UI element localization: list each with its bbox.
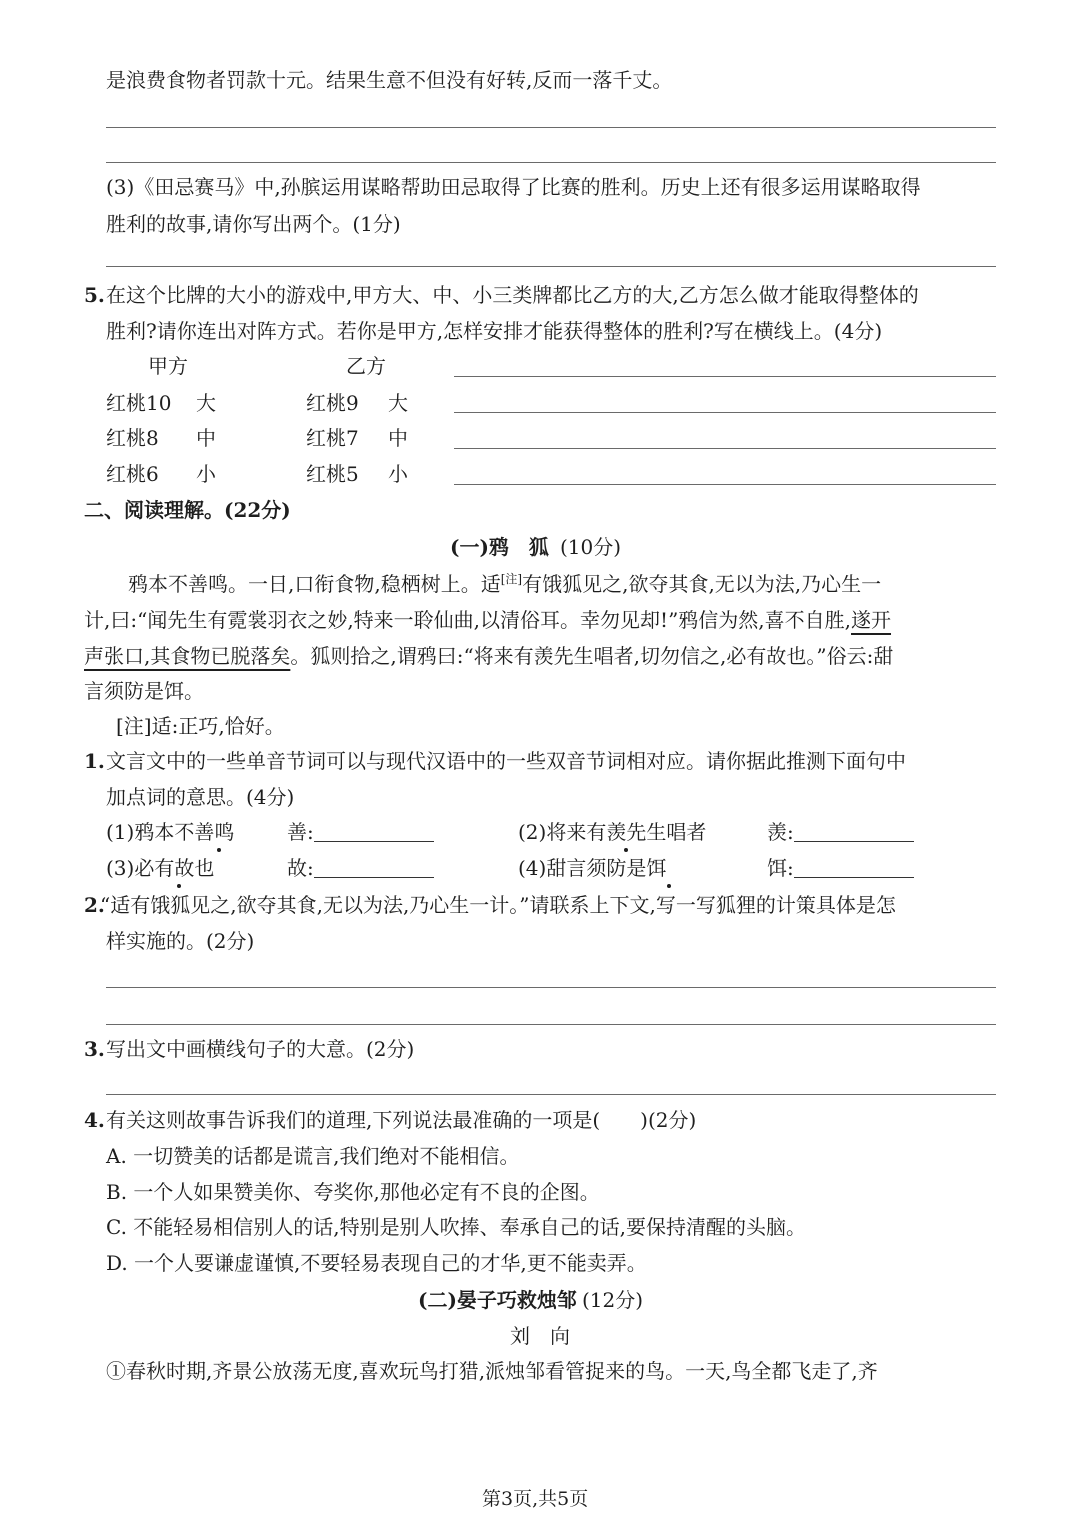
answer-line (106, 1024, 996, 1025)
fill-blank[interactable] (314, 823, 434, 842)
q5-text-line1: 在这个比牌的大小的游戏中,甲方大、中、小三类牌都比乙方的大,乙方怎么做才能取得整体的 (106, 283, 919, 307)
q5-number: 5. (84, 283, 105, 307)
q1-item-word: 饵: (767, 858, 914, 878)
q4-option-d[interactable]: D. 一个人要谦虚谨慎,不要轻易表现自己的才华,更不能卖弄。 (106, 1251, 647, 1275)
q4-option-a[interactable]: A. 一切赞美的话都是谎言,我们绝对不能相信。 (106, 1144, 520, 1168)
party-a-heading: 甲方 (148, 354, 188, 378)
underlined-sentence: 遂开 (851, 608, 892, 632)
q5-answer-line (454, 484, 996, 485)
q1-text-line2: 加点词的意思。(4分) (106, 785, 295, 809)
passage1-title: (一)鸦 狐 (450, 535, 549, 559)
q3-number: 3. (84, 1037, 105, 1061)
q5-text-line2: 胜利?请你连出对阵方式。若你是甲方,怎样安排才能获得整体的胜利?写在横线上。(4分) (106, 319, 883, 343)
party-a-size: 中 (196, 426, 216, 450)
answer-line (106, 162, 996, 163)
q5-answer-line (454, 448, 996, 449)
section-title: 二、阅读理解。(22分) (84, 498, 291, 522)
q1-number: 1. (84, 749, 105, 773)
party-a-size: 小 (196, 462, 216, 486)
q1-item-sentence: (2)将来有羡先生唱者 (518, 820, 707, 844)
q1-item-sentence: (3)必有故也 (106, 856, 215, 880)
q4-option-c[interactable]: C. 不能轻易相信别人的话,特别是别人吹捧、奉承自己的话,要保持清醒的头脑。 (106, 1215, 807, 1239)
q3-text-line2: 胜利的故事,请你写出两个。(1分) (106, 212, 401, 236)
answer-line (106, 266, 996, 267)
party-a-card: 红桃10 (106, 391, 172, 415)
emphasis-dot (667, 884, 671, 888)
passage2-score: (12分) (582, 1288, 644, 1312)
q4-text: 有关这则故事告诉我们的道理,下列说法最准确的一项是( )(2分) (106, 1108, 697, 1132)
q2-text-line1: “适有饿狐见之,欲夺其食,无以为法,乃心生一计。”请联系上下文,写一写狐狸的计策具体是怎 (100, 893, 896, 917)
carry-over-line: 是浪费食物者罚款十元。结果生意不但没有好转,反而一落千丈。 (106, 68, 673, 92)
q2-number: 2. (84, 893, 105, 917)
party-a-size: 大 (196, 391, 216, 415)
page-number: 第3页,共5页 (482, 1488, 589, 1510)
party-b-card: 红桃7 (306, 426, 359, 450)
party-b-size: 中 (388, 426, 408, 450)
q5-answer-line (454, 412, 996, 413)
answer-line (106, 127, 996, 128)
emphasis-dot (217, 848, 221, 852)
q1-item-sentence: (4)甜言须防是饵 (518, 856, 667, 880)
q5-answer-line (454, 376, 996, 377)
party-b-size: 小 (388, 462, 408, 486)
passage1-score: (10分) (560, 535, 622, 559)
q4-number: 4. (84, 1108, 105, 1132)
q4-option-b[interactable]: B. 一个人如果赞美你、夸奖你,那他必定有不良的企图。 (106, 1180, 600, 1204)
party-a-card: 红桃6 (106, 462, 159, 486)
q3-text: 写出文中画横线句子的大意。(2分) (106, 1037, 415, 1061)
q1-item-sentence: (1)鸦本不善鸣 (106, 820, 235, 844)
emphasis-dot (177, 884, 181, 888)
passage1-line: 言须防是饵。 (84, 679, 204, 703)
q1-text-line1: 文言文中的一些单音节词可以与现代汉语中的一些双音节词相对应。请你据此推测下面句中 (106, 749, 906, 773)
q2-text-line2: 样实施的。(2分) (106, 929, 255, 953)
fill-blank[interactable] (314, 859, 434, 878)
q3-text-line1: (3)《田忌赛马》中,孙膑运用谋略帮助田忌取得了比赛的胜利。历史上还有很多运用谋略取得 (106, 175, 921, 199)
party-b-heading: 乙方 (346, 354, 386, 378)
q1-item-word: 善: (287, 822, 434, 842)
fill-blank[interactable] (794, 859, 914, 878)
fill-blank[interactable] (794, 823, 914, 842)
passage1-line: 声张口,其食物已脱落矣。狐则拾之,谓鸦曰:“将来有羡先生唱者,切勿信之,必有故也。”俗云:甜 (84, 644, 894, 668)
party-b-card: 红桃5 (306, 462, 359, 486)
passage2-title: (二)晏子巧救烛邹 (418, 1288, 577, 1312)
underlined-sentence: 声张口,其食物已脱落矣 (84, 644, 291, 668)
q1-item-word: 故: (287, 858, 434, 878)
answer-line (106, 987, 996, 988)
passage2-author: 刘 向 (510, 1324, 570, 1348)
party-b-size: 大 (388, 391, 408, 415)
passage1-line: 计,曰:“闻先生有霓裳羽衣之妙,特来一聆仙曲,以清俗耳。幸勿见却!”鸦信为然,喜不自胜,遂开 (84, 608, 892, 632)
answer-line (106, 1094, 996, 1095)
party-a-card: 红桃8 (106, 426, 159, 450)
note-marker: [注] (500, 572, 523, 586)
annotation: [注]适:正巧,恰好。 (116, 714, 285, 738)
emphasis-dot (624, 848, 628, 852)
party-b-card: 红桃9 (306, 391, 359, 415)
q1-item-word: 羡: (767, 822, 914, 842)
passage2-line: ①春秋时期,齐景公放荡无度,喜欢玩鸟打猎,派烛邹看管捉来的鸟。一天,鸟全都飞走了,齐 (106, 1359, 878, 1383)
passage1-line: 鸦本不善鸣。一日,口衔食物,稳栖树上。适[注]有饿狐见之,欲夺其食,无以为法,乃心生一 (128, 572, 882, 596)
